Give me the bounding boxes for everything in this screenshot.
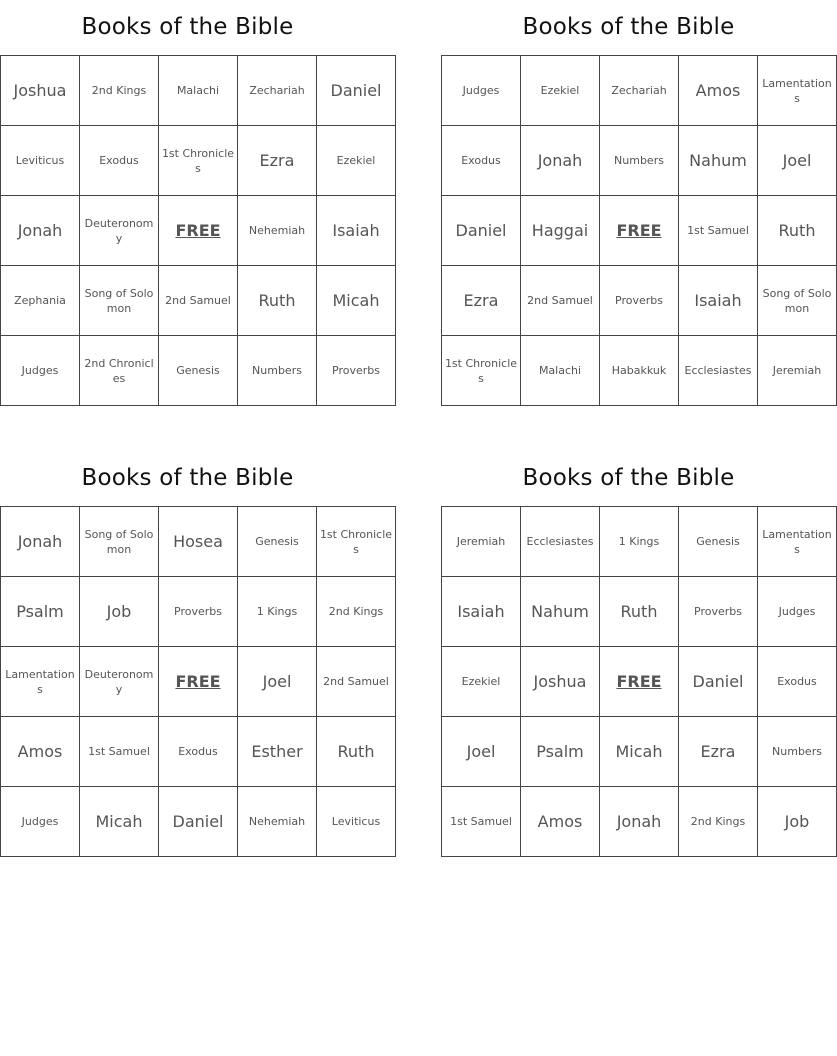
bingo-cell: 1st Samuel xyxy=(80,717,159,787)
bingo-cell: Joel xyxy=(442,717,521,787)
bingo-cell: Proverbs xyxy=(159,577,238,647)
bingo-cell: Deuteronomy xyxy=(80,647,159,717)
bingo-cell: Exodus xyxy=(159,717,238,787)
bingo-cell: Jonah xyxy=(600,787,679,857)
bingo-cell: Ezra xyxy=(679,717,758,787)
free-space: FREE xyxy=(159,196,238,266)
bingo-cell: Ezra xyxy=(238,126,317,196)
bingo-cell: Job xyxy=(80,577,159,647)
bingo-cell: 2nd Kings xyxy=(679,787,758,857)
bingo-cell: Daniel xyxy=(159,787,238,857)
bingo-cell: Hosea xyxy=(159,507,238,577)
bingo-cell: 1st Chronicles xyxy=(159,126,238,196)
bingo-cell: Lamentations xyxy=(1,647,80,717)
card-title: Books of the Bible xyxy=(81,14,294,40)
bingo-cell: Daniel xyxy=(442,196,521,266)
bingo-cell: Ruth xyxy=(600,577,679,647)
bingo-cell: Lamentations xyxy=(758,507,837,577)
free-space: FREE xyxy=(600,196,679,266)
bingo-cell: Deuteronomy xyxy=(80,196,159,266)
bingo-cell: Genesis xyxy=(159,336,238,406)
bingo-cell: Song of Solomon xyxy=(80,266,159,336)
bingo-cell: Exodus xyxy=(758,647,837,717)
bingo-cell: Numbers xyxy=(238,336,317,406)
bingo-cell: Nehemiah xyxy=(238,787,317,857)
bingo-cell: Amos xyxy=(521,787,600,857)
bingo-card-2 xyxy=(441,0,832,406)
bingo-cell: 1st Samuel xyxy=(679,196,758,266)
bingo-cell: Genesis xyxy=(238,507,317,577)
bingo-cell: 1 Kings xyxy=(238,577,317,647)
bingo-cell: Numbers xyxy=(600,126,679,196)
bingo-cell: Lamentations xyxy=(758,56,837,126)
bingo-cell: Nahum xyxy=(679,126,758,196)
bingo-cell: Isaiah xyxy=(679,266,758,336)
bingo-cell: Jonah xyxy=(1,507,80,577)
bingo-cell: Leviticus xyxy=(1,126,80,196)
bingo-cell: Daniel xyxy=(317,56,396,126)
bingo-cell: 1 Kings xyxy=(600,507,679,577)
bingo-cell: Judges xyxy=(758,577,837,647)
bingo-cell: Proverbs xyxy=(679,577,758,647)
bingo-cell: Proverbs xyxy=(600,266,679,336)
bingo-cell: Joel xyxy=(238,647,317,717)
bingo-cell: Ruth xyxy=(317,717,396,787)
bingo-cell: Malachi xyxy=(521,336,600,406)
bingo-cell: Song of Solomon xyxy=(80,507,159,577)
bingo-cell: Jeremiah xyxy=(442,507,521,577)
bingo-cell: Isaiah xyxy=(317,196,396,266)
bingo-cell: Psalm xyxy=(1,577,80,647)
bingo-cell: Ezekiel xyxy=(442,647,521,717)
bingo-cell: Nahum xyxy=(521,577,600,647)
bingo-cell: Ezra xyxy=(442,266,521,336)
bingo-cell: 1st Chronicles xyxy=(317,507,396,577)
bingo-card-3 xyxy=(0,451,393,857)
bingo-cell: Daniel xyxy=(679,647,758,717)
bingo-cell: 2nd Samuel xyxy=(317,647,396,717)
bingo-cell: Malachi xyxy=(159,56,238,126)
bingo-cell: Amos xyxy=(1,717,80,787)
bingo-cell: Genesis xyxy=(679,507,758,577)
bingo-card-1 xyxy=(0,0,382,406)
bingo-cell: Micah xyxy=(317,266,396,336)
bingo-cell: Zephania xyxy=(1,266,80,336)
card-title: Books of the Bible xyxy=(81,465,294,491)
bingo-grid xyxy=(0,55,396,406)
bingo-cell: Esther xyxy=(238,717,317,787)
bingo-cell: Zechariah xyxy=(238,56,317,126)
bingo-cell: Ezekiel xyxy=(521,56,600,126)
bingo-cell: Exodus xyxy=(80,126,159,196)
bingo-cell: Judges xyxy=(442,56,521,126)
bingo-cell: 2nd Kings xyxy=(80,56,159,126)
free-space: FREE xyxy=(600,647,679,717)
bingo-cell: Ecclesiastes xyxy=(679,336,758,406)
bingo-cell: Psalm xyxy=(521,717,600,787)
bingo-cell: 2nd Kings xyxy=(317,577,396,647)
bingo-cell: Haggai xyxy=(521,196,600,266)
bingo-cell: 1st Samuel xyxy=(442,787,521,857)
bingo-cell: Joshua xyxy=(521,647,600,717)
bingo-cell: Zechariah xyxy=(600,56,679,126)
bingo-cell: Amos xyxy=(679,56,758,126)
bingo-grid xyxy=(441,55,837,406)
bingo-card-4 xyxy=(441,451,832,857)
bingo-cell: Job xyxy=(758,787,837,857)
card-title: Books of the Bible xyxy=(522,465,735,491)
bingo-cell: Nehemiah xyxy=(238,196,317,266)
bingo-cell: Habakkuk xyxy=(600,336,679,406)
bingo-cell: Isaiah xyxy=(442,577,521,647)
bingo-cell: 2nd Samuel xyxy=(521,266,600,336)
bingo-cell: 1st Chronicles xyxy=(442,336,521,406)
bingo-cell: 2nd Samuel xyxy=(159,266,238,336)
bingo-cell: Ruth xyxy=(758,196,837,266)
bingo-cell: Jonah xyxy=(521,126,600,196)
bingo-cell: Ecclesiastes xyxy=(521,507,600,577)
bingo-grid xyxy=(441,506,837,857)
bingo-cell: Jeremiah xyxy=(758,336,837,406)
bingo-cell: Joel xyxy=(758,126,837,196)
bingo-cell: Exodus xyxy=(442,126,521,196)
bingo-cell: Ezekiel xyxy=(317,126,396,196)
bingo-cell: Joshua xyxy=(1,56,80,126)
bingo-cell: Judges xyxy=(1,787,80,857)
bingo-cell: Micah xyxy=(80,787,159,857)
bingo-cell: Leviticus xyxy=(317,787,396,857)
bingo-grid xyxy=(0,506,396,857)
bingo-cell: 2nd Chronicles xyxy=(80,336,159,406)
free-space: FREE xyxy=(159,647,238,717)
bingo-cell: Micah xyxy=(600,717,679,787)
bingo-cell: Song of Solomon xyxy=(758,266,837,336)
bingo-cell: Ruth xyxy=(238,266,317,336)
bingo-cell: Jonah xyxy=(1,196,80,266)
bingo-cell: Proverbs xyxy=(317,336,396,406)
bingo-cell: Judges xyxy=(1,336,80,406)
bingo-cell: Numbers xyxy=(758,717,837,787)
card-title: Books of the Bible xyxy=(522,14,735,40)
